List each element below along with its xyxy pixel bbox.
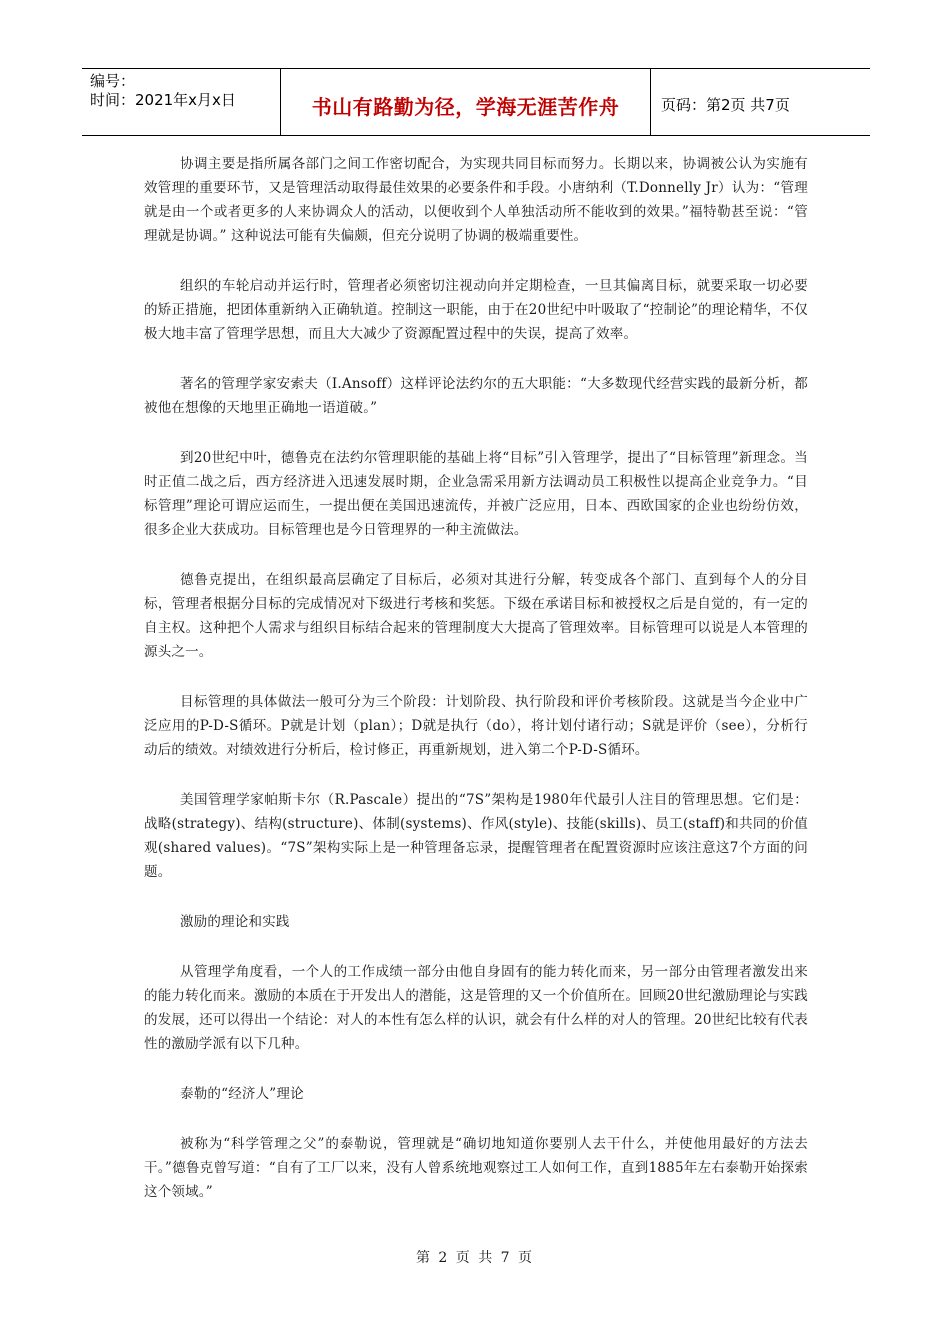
document-number-label: 编号： bbox=[90, 72, 136, 90]
paragraph-drucker: 德鲁克提出，在组织最高层确定了目标后，必须对其进行分解，转变成各个部门、直到每个人的分目标，管理者根据分目标的完成情况对下级进行考核和奖惩。下级在承诺目标和被授权之后是自觉的，有一定的自主权。这种把个人需求与组织目标结合起来的管理制度大大提高了管理效率。目标管理可以说是人本管理的源头之一。 bbox=[144, 572, 808, 660]
paragraph-control: 组织的车轮启动并运行时，管理者必须密切注视动向并定期检查，一旦其偏离目标，就要采取一切必要的矫正措施，把团体重新纳入正确轨道。控制这一职能，由于在20世纪中叶吸取了“控制论”的理论精华，不仅极大地丰富了管理学思想，而且大大减少了资源配置过程中的失误，提高了效率。 bbox=[144, 278, 808, 342]
section-heading-economic-man: 泰勒的“经济人”理论 bbox=[180, 1086, 304, 1102]
page-footer: 第 2 页 共 7 页 bbox=[415, 1250, 535, 1266]
paragraph-taylor: 被称为“科学管理之父”的泰勒说，管理就是“确切地知道你要别人去干什么，并使他用最好的方法去干。”德鲁克曾写道：“自有了工厂以来，没有人曾系统地观察过工人如何工作，直到1885年左右泰勒开始探索这个领域。” bbox=[144, 1136, 808, 1200]
paragraph-ansoff: 著名的管理学家安索夫（I.Ansoff）这样评论法约尔的五大职能：“大多数现代经营实践的最新分析，都被他在想像的天地里正确地一语道破。” bbox=[144, 376, 808, 416]
paragraph-mbo-intro: 到20世纪中叶，德鲁克在法约尔管理职能的基础上将“目标”引入管理学，提出了“目标管理”新理念。当时正值二战之后，西方经济进入迅速发展时期，企业急需采用新方法调动员工积极性以提高企业竞争力。“目标管理”理论可谓应运而生，一提出便在美国迅速流传，并被广泛应用，日本、西欧国家的企业也纷纷仿效，很多企业大获成功。目标管理也是今日管理界的一种主流做法。 bbox=[144, 450, 808, 538]
header-page-info: 页码：第2页 共7页 bbox=[661, 95, 790, 114]
paragraph-7s: 美国管理学家帕斯卡尔（R.Pascale）提出的“7S”架构是1980年代最引人注目的管理思想。它们是：战略(strategy)、结构(structure)、体制(systems)、作风(style)、技能(skills)、员工(staff)和共同的价值观(shared values)。“7S”架构实际上是一种管理备忘录，提醒管理者在配置资源时应该注意这7个方面的问题。 bbox=[144, 792, 808, 880]
header-meta bbox=[82, 69, 281, 135]
page-header bbox=[82, 68, 870, 136]
header-motto-cell bbox=[281, 69, 651, 135]
paragraph-coordination: 协调主要是指所属各部门之间工作密切配合，为实现共同目标而努力。长期以来，协调被公认为实施有效管理的重要环节，又是管理活动取得最佳效果的必要条件和手段。小唐纳利（T.Donnelly Jr）认为：“管理就是由一个或者更多的人来协调众人的活动，以便收到个人单独活动所不能收到的效果。”福特勒甚至说：“管理就是协调。” 这种说法可能有失偏颇，但充分说明了协调的极端重要性。 bbox=[144, 156, 808, 244]
document-body bbox=[144, 152, 808, 1230]
motto-text: 书山有路勤为径，学海无涯苦作舟 bbox=[311, 94, 620, 119]
section-heading-motivation: 激励的理论和实践 bbox=[180, 914, 290, 930]
document-date: 时间：2021年x月x日 bbox=[90, 91, 236, 109]
paragraph-motivation: 从管理学角度看，一个人的工作成绩一部分由他自身固有的能力转化而来，另一部分由管理者激发出来的能力转化而来。激励的本质在于开发出人的潜能，这是管理的又一个价值所在。回顾20世纪激励理论与实践的发展，还可以得出一个结论：对人的本性有怎么样的认识，就会有什么样的对人的管理。20世纪比较有代表性的激励学派有以下几种。 bbox=[144, 964, 808, 1052]
paragraph-pds-cycle: 目标管理的具体做法一般可分为三个阶段：计划阶段、执行阶段和评价考核阶段。这就是当今企业中广泛应用的P-D-S循环。P就是计划（plan）；D就是执行（do），将计划付诸行动；S就是评价（see），分析行动后的绩效。对绩效进行分析后，检讨修正，再重新规划，进入第二个P-D-S循环。 bbox=[144, 694, 808, 758]
